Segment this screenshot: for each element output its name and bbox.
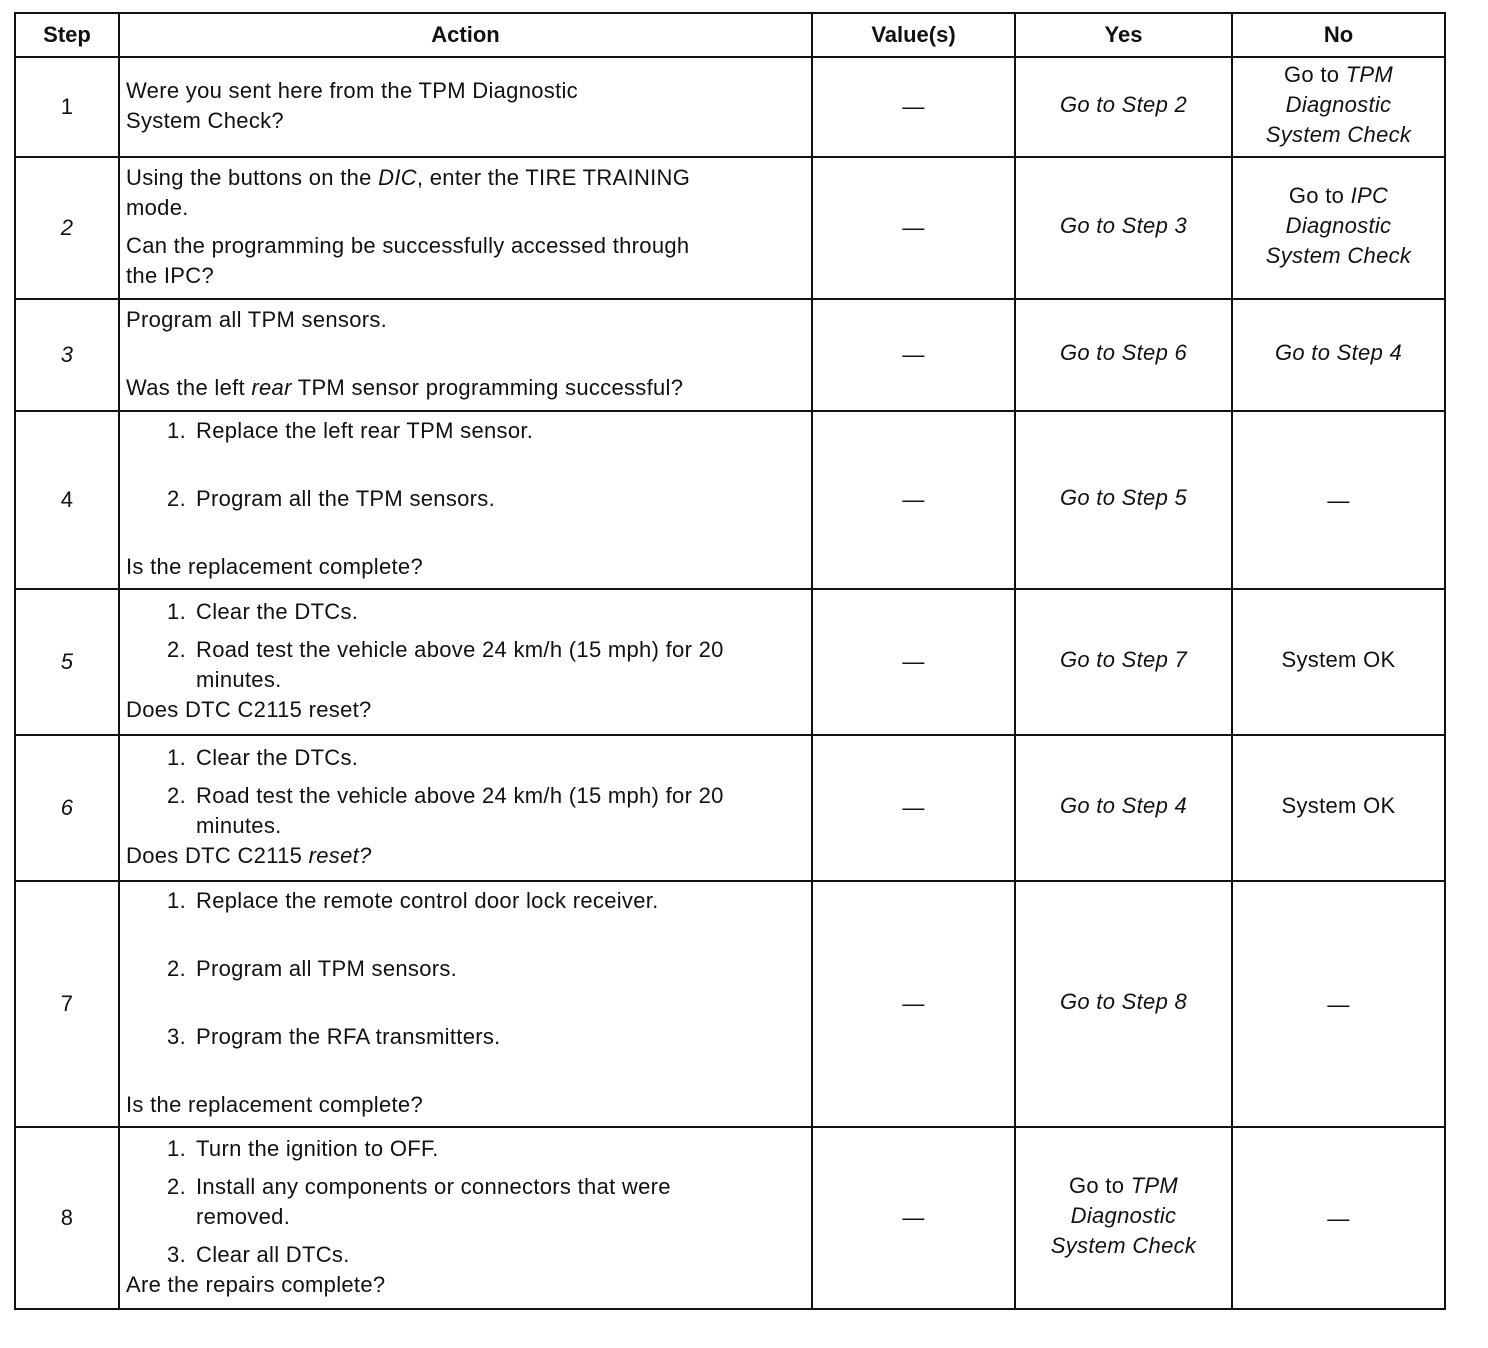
no-link-text: Diagnostic [1285,212,1392,238]
action-cell [119,57,812,157]
action-text: TPM sensor programming successful? [297,375,684,400]
action-emphasis: DIC [378,165,417,190]
yes-text: Go to [1068,1172,1125,1198]
value-cell: — [812,299,1015,411]
list-item: 1. Clear the DTCs. [167,599,359,624]
table-row [15,299,1445,411]
table-row [15,881,1445,1127]
list-item: 2. Install any components or connectors that were removed. [167,1174,671,1229]
no-link-text: Diagnostic [1285,91,1392,117]
action-cell [119,299,812,411]
action-emphasis: rear [251,375,292,400]
action-text: mode. [126,195,189,220]
value-cell: — [812,157,1015,299]
value-cell: — [812,589,1015,735]
yes-link[interactable]: Go to Step 6 [1015,299,1232,411]
value-cell: — [812,735,1015,881]
action-question: Is the replacement complete? [126,1092,423,1117]
list-item: 1. Replace the remote control door lock receiver. [167,888,659,913]
action-cell [119,589,812,735]
action-text: Was the left [126,375,245,400]
step-number: 4 [15,411,119,589]
yes-link-text: Diagnostic [1070,1202,1177,1228]
step-number: 5 [15,589,119,735]
action-question: Does DTC C2115 reset? [126,697,372,722]
list-item: 2. Program all TPM sensors. [167,956,458,981]
yes-link[interactable]: Go to Step 3 [1015,157,1232,299]
no-status: System OK [1232,735,1445,881]
no-cell: — [1232,1127,1445,1309]
action-emphasis: reset? [308,843,372,868]
diagnostic-table [14,12,1446,1310]
step-number: 1 [15,57,119,157]
no-text: Go to [1288,182,1345,208]
no-cell: — [1232,411,1445,589]
no-link-text: IPC [1350,182,1389,208]
no-cell: — [1232,881,1445,1127]
list-item: 2. Road test the vehicle above 24 km/h (15 mph) for 20 minutes. [167,637,724,692]
table-row [15,589,1445,735]
no-status: System OK [1232,589,1445,735]
action-text: Can the programming be successfully accessed through [126,233,690,258]
header-action: Action [119,13,812,57]
no-link-text: TPM [1345,61,1394,87]
yes-link[interactable] [1015,1127,1232,1309]
action-text: Does DTC C2115 [126,843,303,868]
yes-link[interactable]: Go to Step 5 [1015,411,1232,589]
action-text: , enter the TIRE TRAINING [416,165,691,190]
action-text: System Check? [126,108,284,133]
yes-link[interactable]: Go to Step 8 [1015,881,1232,1127]
action-cell [119,411,812,589]
action-cell [119,735,812,881]
action-text: the IPC? [126,263,215,288]
value-cell: — [812,57,1015,157]
table-row [15,57,1445,157]
table-row [15,157,1445,299]
action-cell [119,1127,812,1309]
no-link[interactable] [1232,157,1445,299]
action-text: Program all TPM sensors. [126,307,388,332]
yes-link[interactable]: Go to Step 7 [1015,589,1232,735]
header-values: Value(s) [812,13,1015,57]
table-row [15,411,1445,589]
value-cell: — [812,881,1015,1127]
no-link[interactable] [1232,57,1445,157]
value-cell: — [812,1127,1015,1309]
list-item: 2. Program all the TPM sensors. [167,486,495,511]
header-step: Step [15,13,119,57]
action-cell [119,157,812,299]
list-item: 1. Clear the DTCs. [167,745,359,770]
list-item: 3. Clear all DTCs. [167,1242,350,1267]
action-question: Is the replacement complete? [126,554,423,579]
no-text: Go to [1283,61,1340,87]
list-item: 1. Turn the ignition to OFF. [167,1136,439,1161]
yes-link[interactable]: Go to Step 2 [1015,57,1232,157]
header-yes: Yes [1015,13,1232,57]
step-number: 3 [15,299,119,411]
no-link-text: System Check [1265,121,1412,147]
table-row [15,1127,1445,1309]
action-question [126,841,803,871]
list-item: 3. Program the RFA transmitters. [167,1024,501,1049]
step-number: 8 [15,1127,119,1309]
step-number: 7 [15,881,119,1127]
step-number: 2 [15,157,119,299]
yes-link[interactable]: Go to Step 4 [1015,735,1232,881]
header-row [15,13,1445,57]
action-text: Were you sent here from the TPM Diagnostic [126,78,578,103]
no-link-text: System Check [1265,242,1412,268]
value-cell: — [812,411,1015,589]
list-item: 1. Replace the left rear TPM sensor. [167,418,534,443]
no-link[interactable]: Go to Step 4 [1232,299,1445,411]
yes-link-text: TPM [1130,1172,1179,1198]
list-item: 2. Road test the vehicle above 24 km/h (15 mph) for 20 minutes. [167,783,724,838]
step-number: 6 [15,735,119,881]
yes-link-text: System Check [1050,1232,1197,1258]
header-no: No [1232,13,1445,57]
action-cell [119,881,812,1127]
action-question: Are the repairs complete? [126,1272,386,1297]
table-row [15,735,1445,881]
action-text: Using the buttons on the [126,165,372,190]
